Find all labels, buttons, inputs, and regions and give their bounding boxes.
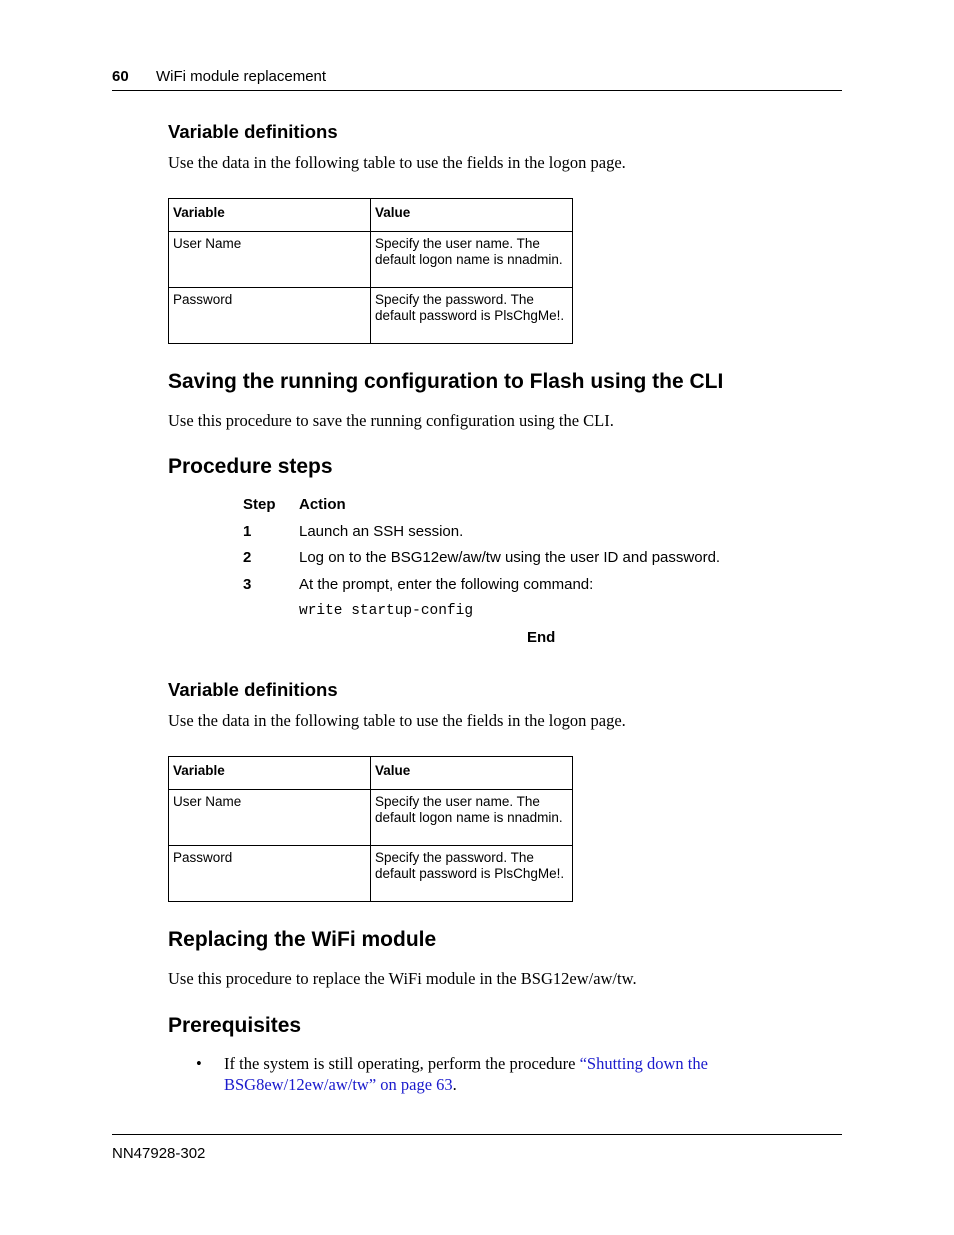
value-cell: Specify the user name. The default logon name is nnadmin. (371, 232, 573, 288)
variable-definitions-intro: Use the data in the following table to use the fields in the logon page. (168, 711, 626, 730)
document-number: NN47928-302 (112, 1145, 206, 1162)
variable-definitions-heading: Variable definitions (168, 121, 338, 142)
step-column-header: Step (243, 496, 276, 513)
column-header-value: Value (371, 199, 573, 232)
column-header-variable: Variable (169, 757, 371, 790)
header-rule (112, 90, 842, 91)
step-text: At the prompt, enter the following command: (299, 576, 594, 593)
procedure-steps-heading: Procedure steps (168, 455, 333, 478)
variables-table (168, 198, 573, 344)
step-number: 1 (243, 523, 252, 540)
shutting-down-link[interactable]: “Shutting down the BSG8ew/12ew/aw/tw” on page 63 (224, 1054, 708, 1094)
bullet-marker: • (196, 1054, 202, 1073)
value-cell: Specify the password. The default password is PlsChgMe!. (371, 288, 573, 344)
variable-cell: User Name (169, 232, 371, 288)
table-row (169, 790, 573, 846)
saving-config-intro: Use this procedure to save the running configuration using the CLI. (168, 411, 614, 430)
prerequisite-text: If the system is still operating, perform the procedure (224, 1054, 580, 1073)
table-row (169, 288, 573, 344)
action-column-header: Action (299, 496, 346, 513)
replacing-wifi-intro: Use this procedure to replace the WiFi module in the BSG12ew/aw/tw. (168, 969, 637, 988)
value-cell: Specify the password. The default password is PlsChgMe!. (371, 846, 573, 902)
step-number: 2 (243, 549, 252, 566)
table-row (169, 232, 573, 288)
step-text: Log on to the BSG12ew/aw/tw using the user ID and password. (299, 549, 721, 566)
column-header-variable: Variable (169, 199, 371, 232)
step-number: 3 (243, 576, 252, 593)
procedure-end-marker: End (527, 629, 556, 646)
table-header-row (169, 199, 573, 232)
table-row (169, 846, 573, 902)
prerequisites-heading: Prerequisites (168, 1014, 302, 1037)
variable-definitions-heading: Variable definitions (168, 679, 338, 700)
variables-table (168, 756, 573, 902)
page-number: 60 (112, 68, 129, 85)
variable-cell: User Name (169, 790, 371, 846)
prerequisite-item (224, 1053, 844, 1095)
table-header-row (169, 757, 573, 790)
variable-cell: Password (169, 846, 371, 902)
value-cell: Specify the user name. The default logon name is nnadmin. (371, 790, 573, 846)
variable-cell: Password (169, 288, 371, 344)
variable-definitions-intro: Use the data in the following table to use the fields in the logon page. (168, 153, 626, 172)
cli-command: write startup-config (299, 603, 474, 619)
running-header: WiFi module replacement (156, 68, 327, 85)
column-header-value: Value (371, 757, 573, 790)
saving-config-heading: Saving the running configuration to Flash using the CLI (168, 370, 724, 393)
prerequisite-text-end: . (452, 1075, 457, 1094)
replacing-wifi-heading: Replacing the WiFi module (168, 928, 437, 951)
footer-rule (112, 1134, 842, 1135)
step-text: Launch an SSH session. (299, 523, 464, 540)
